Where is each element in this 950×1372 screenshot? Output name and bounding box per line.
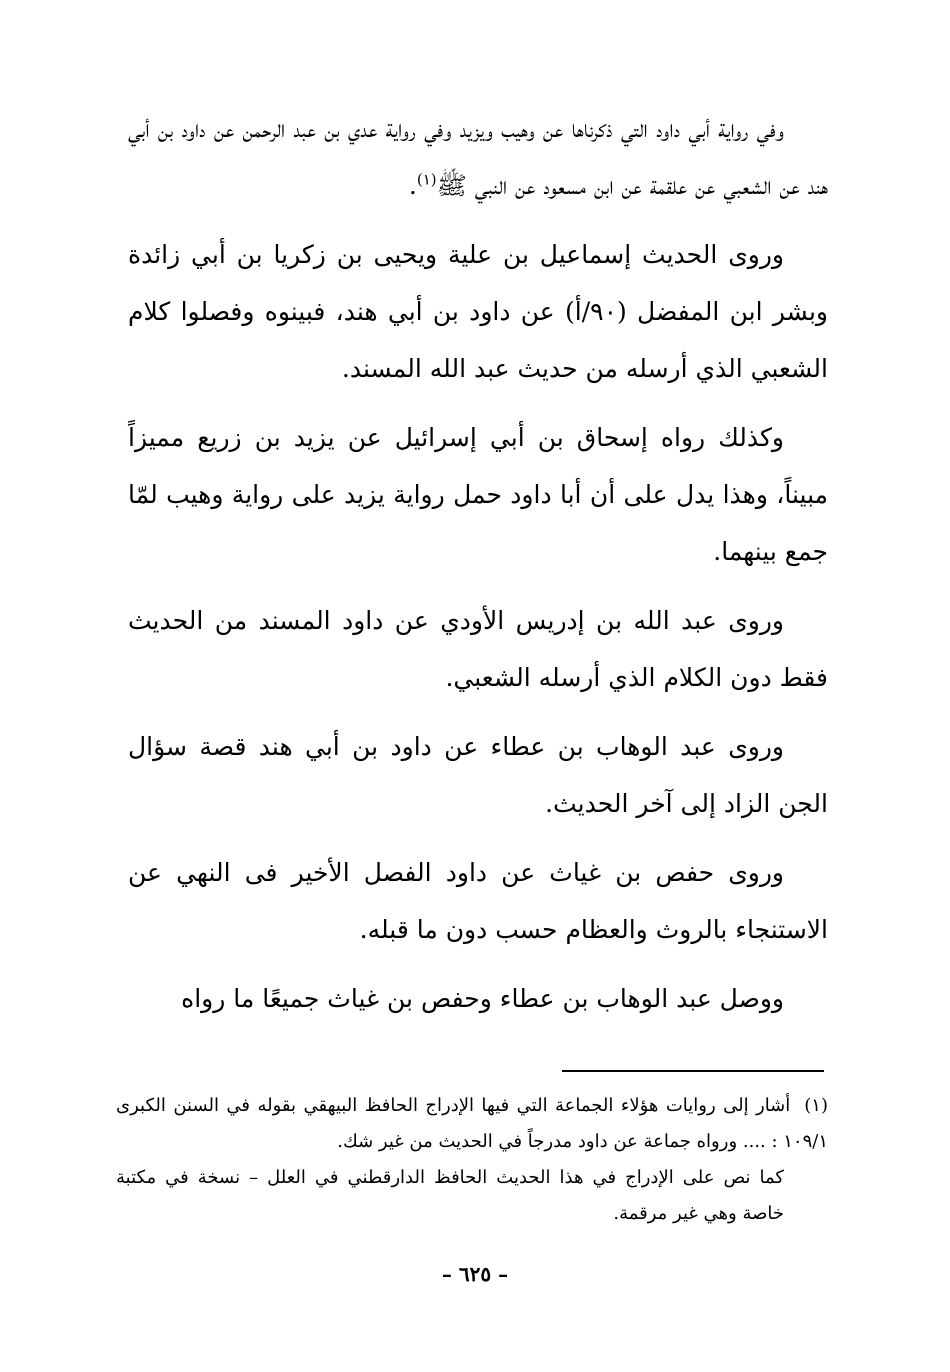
paragraph-6: وروى حفص بن غياث عن داود الفصل الأخير فى النهي عن الاستنجاء بالروث والعظام حسب دون ما قبله. — [128, 858, 828, 944]
paragraph-1-text: وفي رواية أبي داود التي ذكرناها عن وهيب ويزيد وفي رواية عدي بن عبد الرحمن عن داود بن أبي هند عن الشعبي عن علقمة عن ابن مسعود عن النبي ﷺ — [128, 114, 828, 200]
footnote-reference: (١) — [416, 170, 437, 189]
page-number: – ٦٢٥ – — [441, 1262, 509, 1286]
footnotes — [116, 1088, 828, 1232]
paragraph-1 — [128, 100, 828, 214]
footnote-1 — [116, 1088, 828, 1160]
paragraph-4: وروى عبد الله بن إدريس الأودي عن داود المسند من الحديث فقط دون الكلام الذي أرسله الشعبي. — [128, 606, 828, 692]
main-text — [128, 100, 828, 1039]
footnote-separator — [562, 1070, 824, 1072]
footnote-1-continuation: كما نص على الإدراج في هذا الحديث الحافظ الدارقطني في العلل – نسخة في مكتبة خاصة وهي غير مرقمة. — [116, 1167, 784, 1224]
paragraph-5: وروى عبد الوهاب بن عطاء عن داود بن أبي هند قصة سؤال الجن الزاد إلى آخر الحديث. — [128, 732, 828, 818]
paragraph-1-end: . — [408, 171, 417, 200]
paragraph-3: وكذلك رواه إسحاق بن أبي إسرائيل عن يزيد بن زريع مميزاً مبيناً، وهذا يدل على أن أبا داود حمل رواية يزيد على رواية وهيب لمّا جمع بينهما. — [128, 423, 828, 566]
paragraph-2: وروى الحديث إسماعيل بن علية ويحيى بن زكريا بن أبي زائدة وبشر ابن المفضل (٩٠/أ) عن داود بن أبي هند، فبينوه وفصلوا كلام الشعبي الذي أرسله من حديث عبد الله المسند. — [128, 240, 828, 383]
footnote-number: (١) — [804, 1095, 828, 1116]
footnote-1-text: أشار إلى روايات هؤلاء الجماعة التي فيها الإدراج الحافظ البيهقي بقوله في السنن الكبرى ١٠٩/١ : .... ورواه جماعة عن داود مدرجاً في الحديث من غير شك. — [116, 1095, 828, 1152]
paragraph-7: ووصل عبد الوهاب بن عطاء وحفص بن غياث جميعًا ما رواه — [181, 984, 784, 1013]
